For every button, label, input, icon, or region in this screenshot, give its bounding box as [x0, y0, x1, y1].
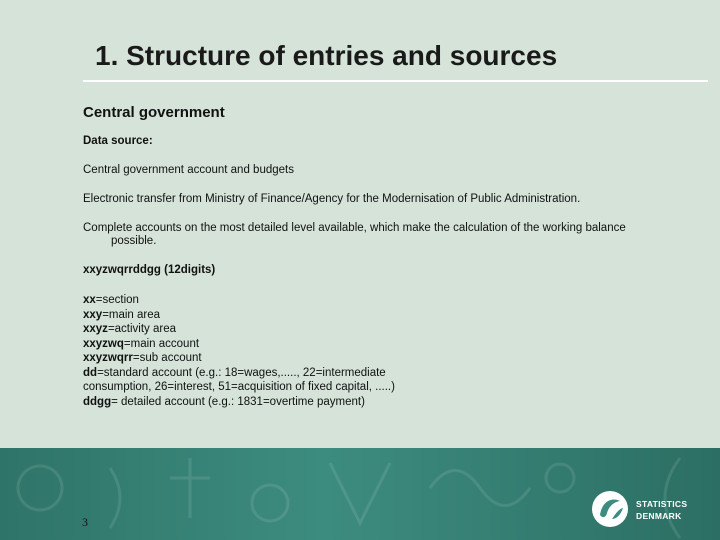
slide-content — [83, 104, 673, 409]
definition-key: xxyzwqrr — [83, 352, 133, 364]
definition-key: xxy — [83, 308, 103, 321]
definition-text: =activity area — [107, 323, 177, 335]
section-heading: Central government — [83, 104, 225, 121]
definition-text: =main area — [102, 308, 161, 321]
definition-item — [83, 322, 673, 337]
definition-key: dd — [83, 366, 98, 379]
definition-text: =standard account (e.g.: 18=wages,....., 22=intermediate consumption, 26=interest, 51=acquisition of fixed capital, .....) — [83, 366, 395, 393]
definition-text: = detailed account (e.g.: 1831=overtime payment) — [111, 395, 365, 408]
definition-key: ddgg — [83, 395, 112, 408]
data-source-label: Data source: — [83, 135, 153, 147]
definition-item — [83, 308, 673, 323]
definition-item — [83, 351, 673, 366]
paragraph-transfer: Electronic transfer from Ministry of Finance/Agency for the Modernisation of Public Administration. — [83, 193, 581, 205]
definition-text: =sub account — [132, 352, 202, 364]
logo-wordmark — [636, 498, 687, 522]
definition-item — [83, 366, 413, 395]
definition-text: =section — [95, 294, 139, 306]
paragraph-complete-accounts: Complete accounts on the most detailed level available, which make the calculation of the working balance possible. — [83, 222, 626, 247]
definition-key: xxyz — [83, 323, 108, 335]
definition-item — [83, 293, 673, 308]
statistics-denmark-logo-icon — [590, 489, 630, 529]
definition-list — [83, 293, 673, 409]
definition-key: xx — [83, 294, 96, 306]
paragraph-accounts: Central government account and budgets — [83, 164, 294, 176]
page-number: 3 — [82, 515, 88, 529]
definition-key: xxyzwq — [83, 337, 124, 350]
definition-text: =main account — [123, 337, 200, 350]
logo-line-statistics: STATISTICS — [636, 499, 688, 509]
definition-item — [83, 337, 673, 352]
slide-title: 1. Structure of entries and sources — [95, 40, 558, 71]
logo-line-denmark: DENMARK — [636, 511, 682, 521]
code-format: xxyzwqrrddgg (12digits) — [83, 264, 216, 276]
title-divider — [83, 80, 708, 82]
definition-item — [83, 395, 673, 410]
